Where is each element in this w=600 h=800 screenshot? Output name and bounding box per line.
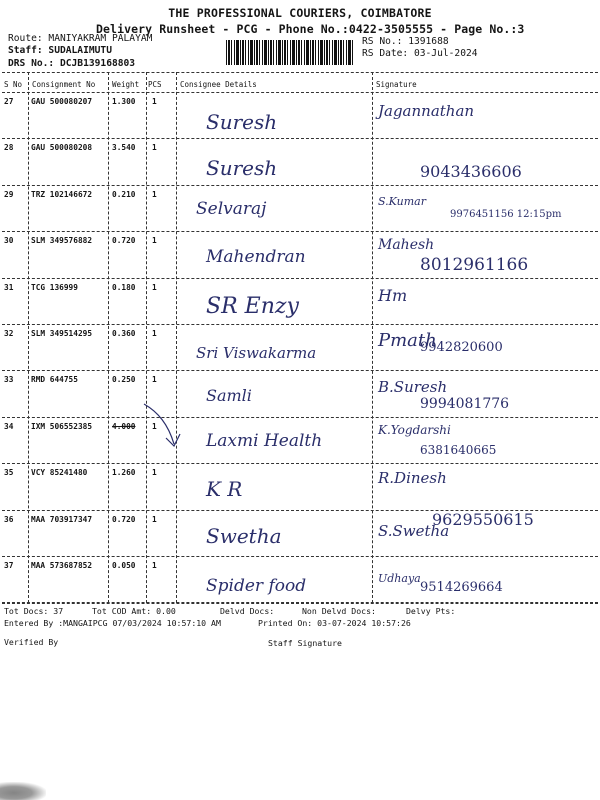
row-sno: 29 xyxy=(4,189,14,199)
row-weight: 1.260 xyxy=(112,468,136,478)
row-sno: 27 xyxy=(4,97,14,106)
table-row xyxy=(0,231,600,277)
handwritten-signature: Hm xyxy=(378,285,408,305)
table-row xyxy=(0,92,600,138)
row-weight: 0.720 xyxy=(112,514,136,524)
table-row xyxy=(0,510,600,556)
table-row xyxy=(0,463,600,509)
handwritten-signature: Jagannathan xyxy=(378,102,475,120)
row-sno: 28 xyxy=(4,143,14,153)
row-pcs: 1 xyxy=(152,561,157,570)
row-pcs: 1 xyxy=(152,514,157,524)
drs-number: DRS No.: DCJB139168803 xyxy=(8,58,136,69)
handwritten-signature: R.Dinesh xyxy=(378,469,447,488)
row-sno: 33 xyxy=(4,375,14,385)
row-consignment: MAA 573687852 xyxy=(31,561,93,570)
handwritten-consignee-name: Samli xyxy=(206,386,252,406)
handwritten-phone: 9976451156 12:15pm xyxy=(450,208,562,220)
col-pcs: PCS xyxy=(148,80,162,89)
row-pcs: 1 xyxy=(152,375,157,385)
table-row xyxy=(0,138,600,184)
company-title: THE PROFESSIONAL COURIERS, COIMBATORE xyxy=(168,6,432,20)
printed-on: Printed On: 03-07-2024 10:57:26 xyxy=(258,618,411,628)
row-pcs: 1 xyxy=(152,236,157,246)
delivery-points: Delvy Pts: xyxy=(406,606,456,616)
handwritten-consignee-name: Swetha xyxy=(206,523,282,548)
row-consignment: TRZ 102146672 xyxy=(31,189,93,199)
verified-by: Verified By xyxy=(4,637,59,647)
table-row xyxy=(0,278,600,324)
handwritten-consignee-name: Selvaraj xyxy=(196,198,267,219)
row-sno: 31 xyxy=(4,282,14,292)
handwritten-signature: Pmath xyxy=(378,330,437,351)
footer-rule xyxy=(2,603,598,604)
row-consignment: GAU 500080207 xyxy=(31,97,93,106)
table-row xyxy=(0,556,600,602)
rs-number: RS No.: 1391688 xyxy=(362,36,449,47)
handwritten-phone: 9942820600 xyxy=(420,340,503,355)
col-consignee: Consignee Details xyxy=(180,80,257,89)
handwritten-consignee-name: Mahendran xyxy=(206,247,306,268)
row-consignment: SLM 349514295 xyxy=(31,329,93,338)
handwritten-consignee-name: Spider food xyxy=(206,576,307,596)
handwritten-signature: B.Suresh xyxy=(378,378,448,397)
handwritten-signature: Udhaya xyxy=(378,572,421,585)
entered-by: Entered By :MANGAIPCG 07/03/2024 10:57:10 AM xyxy=(4,618,221,628)
row-sno: 34 xyxy=(4,421,14,431)
total-cod: Tot COD Amt: 0.00 xyxy=(92,606,176,616)
table-row xyxy=(0,324,600,370)
row-pcs: 1 xyxy=(152,421,157,431)
staff-signature: Staff Signature xyxy=(268,638,342,648)
row-consignment: MAA 703917347 xyxy=(31,514,93,524)
table-row xyxy=(0,417,600,463)
handwritten-phone: 9629550615 xyxy=(432,509,534,529)
handwritten-consignee-name: SR Enzy xyxy=(206,293,299,319)
row-pcs: 1 xyxy=(152,97,157,106)
row-weight: 0.210 xyxy=(112,189,136,199)
row-consignment: GAU 500080208 xyxy=(31,143,93,153)
row-sno: 35 xyxy=(4,468,14,478)
row-pcs: 1 xyxy=(152,282,157,292)
row-pcs: 1 xyxy=(152,329,157,338)
runsheet-title: Delivery Runsheet - PCG - Phone No.:0422-3505555 - Page No.:3 xyxy=(96,22,525,36)
handwritten-signature: S.Kumar xyxy=(378,194,426,208)
handwritten-phone: 9514269664 xyxy=(420,580,503,595)
col-consignment: Consignment No xyxy=(32,80,96,89)
row-weight: 0.250 xyxy=(112,375,136,385)
row-sno: 37 xyxy=(4,561,14,570)
row-consignment: VCY 85241480 xyxy=(31,468,88,478)
row-pcs: 1 xyxy=(152,468,157,478)
handwritten-signature: K.Yogdarshi xyxy=(378,422,451,437)
handwritten-phone: 6381640665 xyxy=(420,442,497,457)
scan-smudge xyxy=(0,782,46,800)
route-label: Route: MANIYAKRAM PALAYAM xyxy=(8,33,153,44)
handwritten-phone: 8012961166 xyxy=(420,255,529,276)
row-consignment: RMD 644755 xyxy=(31,375,78,385)
table-row xyxy=(0,185,600,231)
row-pcs: 1 xyxy=(152,143,157,153)
handwritten-consignee-name: Suresh xyxy=(206,110,278,134)
row-weight: 3.540 xyxy=(112,143,136,153)
rs-date: RS Date: 03-Jul-2024 xyxy=(362,48,478,59)
barcode xyxy=(226,40,354,65)
row-consignment: SLM 349576882 xyxy=(31,236,93,246)
handwritten-consignee-name: Sri Viswakarma xyxy=(196,344,317,362)
handwritten-phone: 9994081776 xyxy=(420,396,510,413)
row-weight: 0.180 xyxy=(112,282,136,292)
col-sno: S No xyxy=(4,80,23,89)
handwritten-signature: Mahesh xyxy=(378,237,435,254)
table-row xyxy=(0,370,600,416)
row-weight: 0.360 xyxy=(112,329,136,338)
row-weight: 4.000 xyxy=(112,421,136,431)
delivered-docs: Delvd Docs: xyxy=(220,606,275,616)
non-delivered-docs: Non Delvd Docs: xyxy=(302,606,376,616)
row-sno: 30 xyxy=(4,236,14,246)
table-top-rule xyxy=(2,72,598,73)
col-weight: Weight xyxy=(112,80,140,89)
row-weight: 1.300 xyxy=(112,97,136,106)
handwritten-phone: 9043436606 xyxy=(420,162,522,182)
row-weight: 0.720 xyxy=(112,236,136,246)
handwritten-signature: S.Swetha xyxy=(378,521,450,540)
handwritten-consignee-name: Laxmi Health xyxy=(206,430,323,451)
handwritten-arrow xyxy=(140,398,200,458)
row-consignment: IXM 506552385 xyxy=(31,421,93,431)
handwritten-consignee-name: K R xyxy=(206,477,243,502)
col-signature: Signature xyxy=(376,80,417,89)
row-consignment: TCG 136999 xyxy=(31,282,78,292)
row-pcs: 1 xyxy=(152,189,157,199)
row-sno: 36 xyxy=(4,514,14,524)
total-docs: Tot Docs: 37 xyxy=(4,606,64,616)
handwritten-consignee-name: Suresh xyxy=(206,156,278,181)
row-sno: 32 xyxy=(4,329,14,338)
row-weight: 0.050 xyxy=(112,561,136,570)
staff-label: Staff: SUDALAIMUTU xyxy=(8,45,112,56)
